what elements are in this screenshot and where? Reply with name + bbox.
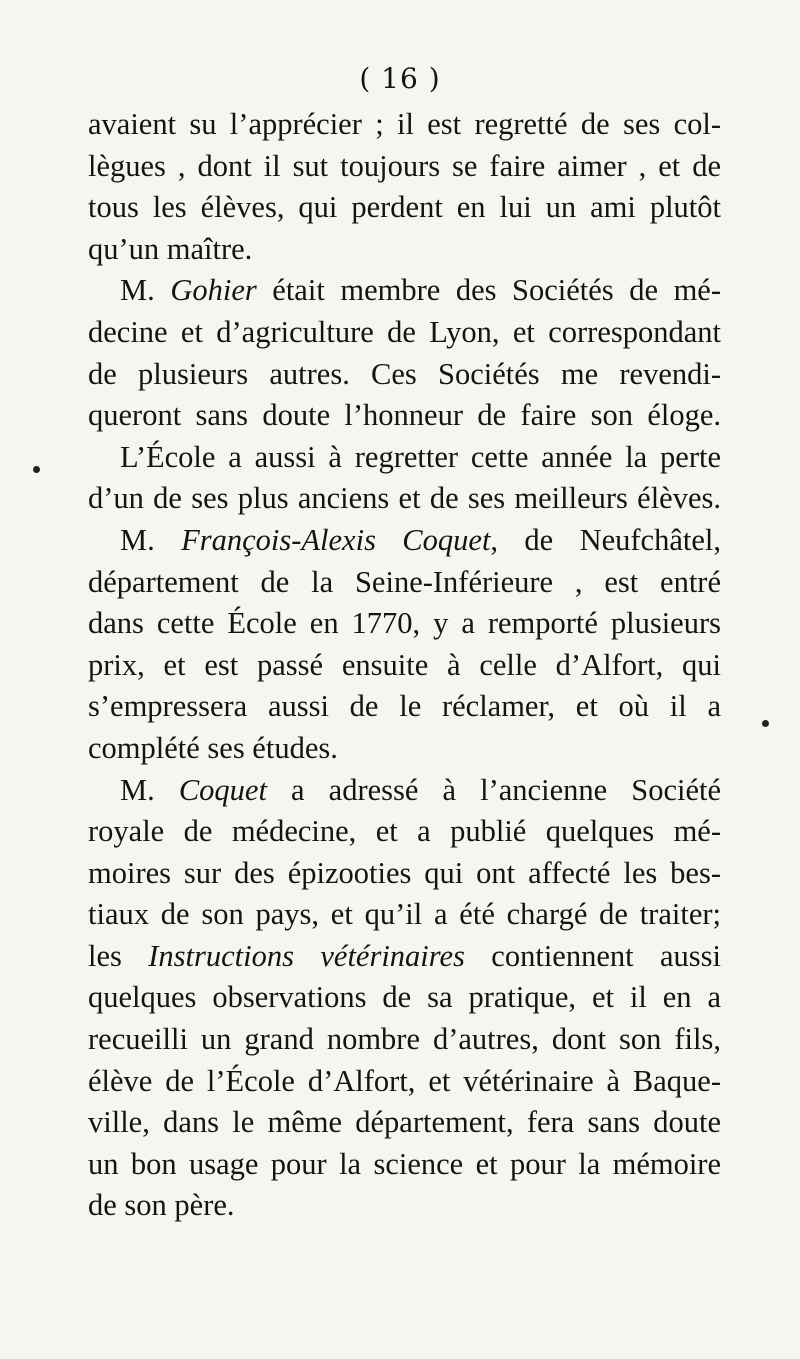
line-lead: M.	[120, 273, 171, 308]
text-line	[88, 1019, 721, 1061]
line-text: avaient su l’apprécier ; il est regretté de ses col-	[88, 107, 721, 141]
text-line	[88, 187, 721, 229]
line-text: de son père.	[88, 1188, 235, 1223]
line-text: s’empressera aussi de le réclamer, et où il a	[88, 689, 721, 724]
text-line	[88, 104, 721, 146]
line-lead: M.	[120, 772, 179, 807]
line-text: était membre des Sociétés de mé-	[256, 273, 721, 308]
text-line	[88, 1144, 721, 1186]
line-text: recueilli un grand nombre d’autres, dont son fils,	[88, 1022, 721, 1057]
line-text: moires sur des épizooties qui ont affecté les bes-	[88, 855, 721, 890]
line-text: lègues , dont il sut toujours se faire aimer , et de	[88, 148, 721, 183]
line-text: prix, et est passé ensuite à celle d’Alfort, qui	[88, 647, 721, 682]
line-text: élève de l’École d’Alfort, et vétérinaire à Baque-	[88, 1063, 721, 1098]
line-text: a adressé à l’ancienne Société	[266, 772, 721, 807]
text-line	[88, 977, 721, 1019]
line-lead: les	[88, 938, 149, 973]
text-line	[88, 645, 721, 687]
text-line	[88, 1185, 721, 1227]
line-text: contiennent aussi	[464, 938, 721, 973]
text-line	[88, 562, 721, 604]
text-line	[88, 312, 721, 354]
text-line	[88, 229, 721, 271]
ink-speck	[33, 466, 40, 473]
body-text	[88, 104, 721, 1227]
text-line	[88, 686, 721, 728]
line-text: tiaux de son pays, et qu’il a été chargé de traiter;	[88, 897, 721, 932]
text-line	[88, 1102, 721, 1144]
italic-name: Instructions vétérinaires	[148, 938, 465, 973]
line-text: queront sans doute l’honneur de faire son éloge.	[88, 398, 721, 433]
line-text: qu’un maître.	[88, 231, 253, 266]
text-line	[88, 853, 721, 895]
line-text: , de Neufchâtel,	[490, 522, 721, 557]
line-text: ville, dans le même département, fera sans doute	[88, 1105, 721, 1140]
text-line	[88, 770, 721, 812]
ink-speck	[762, 720, 769, 727]
line-text: decine et d’agriculture de Lyon, et correspondant	[88, 314, 721, 349]
line-text: un bon usage pour la science et pour la mémoire	[88, 1146, 721, 1181]
line-text: de plusieurs autres. Ces Sociétés me revendi-	[88, 356, 721, 391]
text-line	[88, 1061, 721, 1103]
text-line	[88, 936, 721, 978]
text-line	[88, 395, 721, 437]
text-line	[88, 811, 721, 853]
line-text: dans cette École en 1770, y a remporté plusieurs	[88, 606, 721, 641]
line-text: royale de médecine, et a publié quelques mé-	[88, 814, 721, 849]
text-line	[88, 728, 721, 770]
text-line	[88, 894, 721, 936]
page-number: ( 16 )	[359, 62, 441, 95]
line-text: complété ses études.	[88, 730, 338, 765]
text-line	[88, 520, 721, 562]
line-text: département de la Seine-Inférieure , est entré	[88, 564, 721, 599]
text-line	[88, 146, 721, 188]
line-text: L’École a aussi à regretter cette année la perte	[120, 439, 721, 474]
line-lead: M.	[120, 522, 182, 557]
text-line	[88, 603, 721, 645]
text-line	[88, 270, 721, 312]
text-line	[88, 354, 721, 396]
text-line	[88, 478, 721, 520]
text-line	[88, 437, 721, 479]
italic-name: Gohier	[170, 273, 257, 308]
line-text: quelques observations de sa pratique, et il en a	[88, 980, 721, 1015]
line-text: d’un de ses plus anciens et de ses meilleurs élèves.	[88, 481, 721, 516]
italic-name: Coquet	[178, 772, 267, 807]
italic-name: François-Alexis Coquet	[181, 522, 491, 557]
line-text: tous les élèves, qui perdent en lui un ami plutôt	[88, 190, 721, 225]
